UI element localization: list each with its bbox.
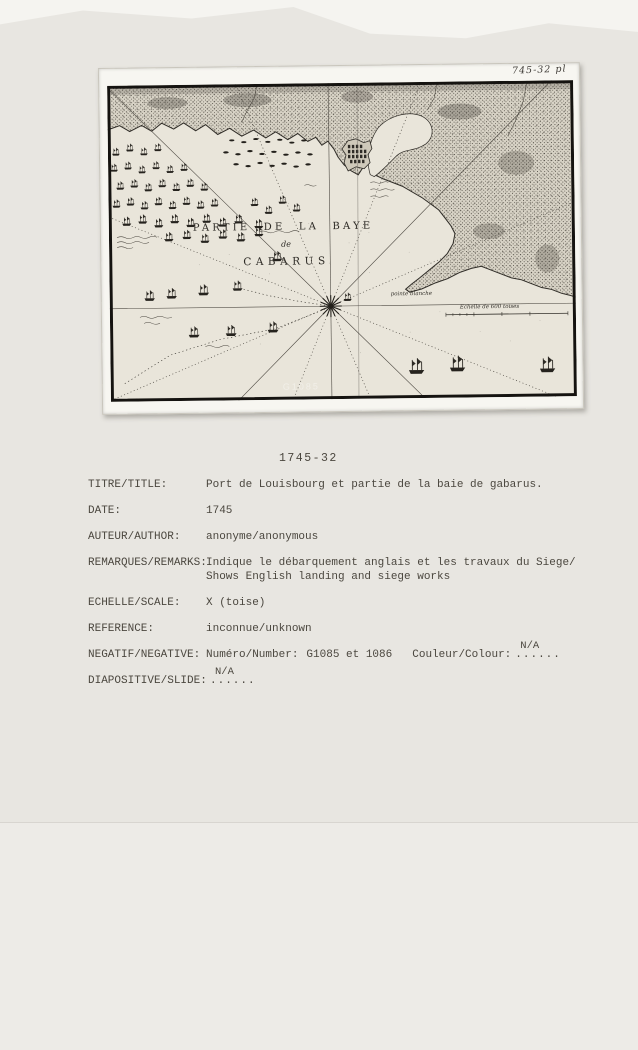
- map-title-line3: CABARUS: [243, 255, 330, 269]
- scale-label: Echelle de 600 toises: [459, 303, 520, 311]
- page-sheet-edge-top: [0, 0, 638, 58]
- catalog-row-author: [88, 531, 608, 545]
- negative-number-watermark: G1085: [282, 381, 320, 392]
- slide-dots: ......: [210, 674, 256, 687]
- field-label: REFERENCE:: [88, 622, 155, 635]
- catalog-row-title: [88, 479, 608, 493]
- colour-dots: ......: [515, 648, 561, 661]
- compass-rose-icon: [320, 295, 342, 317]
- field-label: DATE:: [88, 505, 122, 517]
- field-label: AUTEUR/AUTHOR:: [88, 531, 181, 543]
- catalog-row-remarks: [88, 557, 608, 584]
- field-value: X (toise): [206, 596, 266, 609]
- catalog-row-reference: [88, 623, 608, 637]
- field-label: TITRE/TITLE:: [88, 479, 168, 491]
- colour-value: N/A: [520, 639, 540, 652]
- catalog-row-scale: [88, 597, 608, 611]
- field-label: REMARQUES/REMARKS:: [88, 557, 207, 569]
- field-value: Port de Louisbourg et partie de la baie de gabarus.: [206, 479, 543, 491]
- slide-value: N/A: [215, 665, 234, 678]
- colour-label: Couleur/Colour:: [412, 648, 512, 661]
- field-value: [206, 557, 576, 584]
- map-title-line1: PARTIE DE LA BAYE: [192, 220, 374, 234]
- field-value: inconnue/unknown: [206, 622, 312, 635]
- field-value: [206, 639, 561, 663]
- page-sheet-edge-bottom: [0, 822, 638, 1050]
- negative-number-value: G1085 et 1086: [306, 648, 393, 661]
- catalog-row-negative: [88, 639, 608, 663]
- negative-number-label: Numéro/Number:: [206, 648, 299, 661]
- catalog-row-date: [88, 505, 608, 519]
- field-value: 1745: [206, 505, 233, 517]
- map-illustration: [107, 80, 577, 402]
- pointe-blanche-label: pointe blanche: [390, 290, 433, 298]
- remarks-line1: Indique le débarquement anglais et les travaux du Siege/: [206, 557, 576, 569]
- catalog-rows: [88, 479, 608, 701]
- remarks-line2: Shows English landing and siege works: [206, 570, 451, 583]
- map-photograph: [98, 62, 584, 415]
- map-title-line2: de: [281, 239, 291, 249]
- catalog-row-slide: [88, 665, 608, 689]
- photo-negative-annotation: 745-32 pl: [512, 63, 568, 77]
- catalog-number: 1745-32: [279, 452, 338, 465]
- field-label: NEGATIF/NEGATIVE:: [88, 648, 201, 661]
- field-label: DIAPOSITIVE/SLIDE:: [88, 674, 207, 687]
- field-label: ECHELLE/SCALE:: [88, 596, 181, 609]
- field-value: anonyme/anonymous: [206, 531, 319, 543]
